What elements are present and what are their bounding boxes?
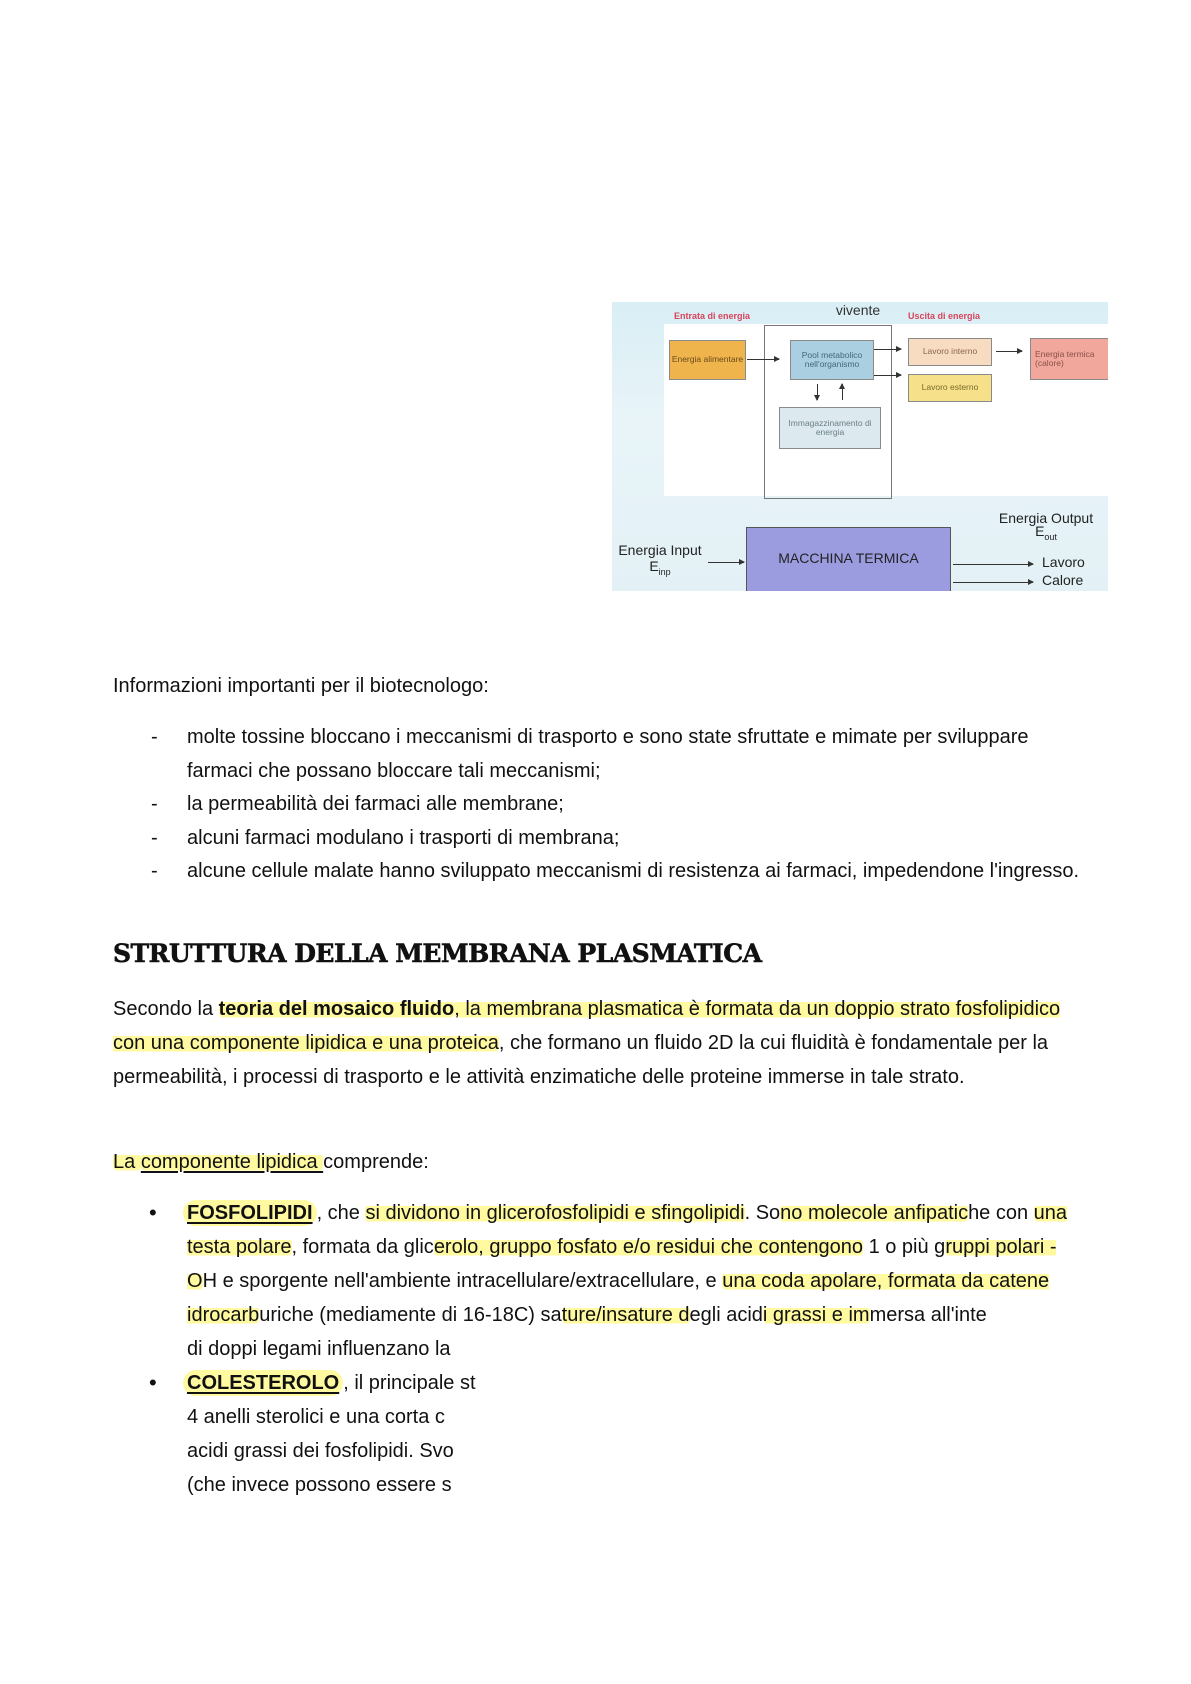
intro-text: Informazioni importanti per il biotecnologo:: [113, 675, 489, 697]
paragraph-mosaico: [113, 992, 1083, 1094]
macchina-termica-box: MACCHINA TERMICA: [746, 527, 951, 591]
bold-term: teoria del mosaico fluido: [218, 998, 455, 1020]
text-run: he con: [968, 1202, 1034, 1224]
input-subscript: inp: [658, 566, 671, 577]
list-item-fosfolipidi: [113, 1196, 1083, 1366]
highlighted-run: no molecole anfipatic: [780, 1202, 969, 1224]
output-symbol: E: [1035, 523, 1045, 540]
text-run: mersa all'inte: [869, 1304, 987, 1326]
paragraph-componente: [113, 1145, 1083, 1179]
entrata-label: Entrata di energia: [674, 311, 751, 321]
text-run: 4 anelli sterolici e una corta c: [187, 1406, 445, 1428]
list-item: - molte tossine bloccano i meccanismi di trasporto e sono state sfruttate e mimate per sviluppare farmaci che possano bloccare tali meccanismi;: [113, 721, 1093, 788]
text-run: Secondo la: [113, 998, 219, 1020]
text-run: (che invece possono essere s: [187, 1474, 452, 1496]
energy-diagram: [612, 302, 1108, 591]
lavoro-interno-box: Lavoro interno: [908, 338, 992, 366]
output-lavoro: Lavoro: [1042, 554, 1085, 570]
output-calore: Calore: [1042, 572, 1084, 588]
arrow-right-icon: [953, 564, 1033, 565]
arrow-right-icon: [874, 375, 901, 376]
arrow-right-icon: [996, 351, 1022, 352]
arrow-right-icon: [953, 582, 1033, 583]
arrow-up-icon: [842, 384, 843, 400]
uscita-label: Uscita di energia: [908, 311, 981, 321]
highlighted-run: , la membrana plasmatica è formata da un doppio strato fosfolipidico con una componente lipidica e una proteica: [113, 998, 1061, 1054]
input-label-text: Energia Input: [618, 542, 702, 558]
highlighted-run: una coda apolare, formata da catene idrocarb: [187, 1270, 1050, 1326]
list-item: - la permeabilità dei farmaci alle membrane;: [113, 788, 1093, 822]
highlighted-run: ruppi polari -O: [187, 1236, 1057, 1292]
energia-alimentare-box: Energia alimentare: [669, 340, 746, 380]
list-item-colesterolo: [113, 1366, 1083, 1502]
highlighted-run: si dividono in glicerofosfolipidi e sfingolipidi: [365, 1202, 745, 1224]
info-list: [113, 721, 1093, 889]
text-run: 1 o più g: [863, 1236, 946, 1258]
highlighted-run: i grassi e im: [762, 1304, 870, 1326]
energia-input-label: [612, 542, 708, 577]
arrow-right-icon: [874, 349, 901, 350]
list-item: - alcune cellule malate hanno sviluppato meccanismi di resistenza ai farmaci, impedendone l'ingresso.: [113, 855, 1093, 889]
output-subscript: out: [1044, 531, 1057, 542]
text-run: . So: [744, 1202, 781, 1224]
text-run: , formata da glic: [291, 1236, 434, 1258]
arrow-down-icon: [817, 384, 818, 400]
term-fosfolipidi: FOSFOLIPIDI: [183, 1200, 317, 1226]
list-item: - alcuni farmaci modulano i trasporti di membrana;: [113, 822, 1093, 856]
text-run: , che formano un fluido 2D la cui fluidità è fondamentale per la permeabilità, i processi di trasporto e le attività enzimatiche delle proteine immerse in tale strato.: [113, 1032, 1049, 1088]
section-heading: STRUTTURA DELLA MEMBRANA PLASMATICA: [113, 939, 762, 968]
pool-metabolico-box: Pool metabolico nell'organismo: [790, 340, 874, 380]
text-run: acidi grassi dei fosfolipidi. Svo: [187, 1440, 454, 1462]
highlighted-run: una testa polare: [187, 1202, 1068, 1258]
output-label-text: Energia Output: [998, 510, 1094, 526]
energia-output-label: [984, 510, 1108, 542]
highlighted-run: ture/insature d: [561, 1304, 690, 1326]
text-run: di doppi legami influenzano la: [187, 1338, 451, 1360]
input-symbol: E: [649, 558, 659, 575]
energia-termica-box: Energia termica (calore): [1030, 338, 1108, 380]
text-run: uriche (mediamente di 16-18C) sa: [259, 1304, 562, 1326]
term-colesterolo: COLESTEROLO: [183, 1370, 343, 1396]
lipid-list: [113, 1196, 1083, 1502]
arrow-right-icon: [708, 562, 744, 563]
text-run: La: [113, 1151, 141, 1173]
text-run: , che: [316, 1202, 366, 1224]
text-run: comprende:: [323, 1151, 429, 1173]
underlined-term: componente lipidica: [140, 1151, 324, 1173]
arrow-right-icon: [747, 359, 779, 360]
highlighted-run: erolo, gruppo fosfato e/o residui che contengono: [433, 1236, 864, 1258]
text-run: egli acid: [689, 1304, 763, 1326]
lavoro-esterno-box: Lavoro esterno: [908, 374, 992, 402]
immagazzinamento-box: Immagazzinamento di energia: [779, 407, 881, 449]
text-run: , il principale st: [343, 1372, 476, 1394]
diagram-title: vivente: [835, 302, 881, 318]
text-run: H e sporgente nell'ambiente intracellulare/extracellulare, e: [202, 1270, 723, 1292]
